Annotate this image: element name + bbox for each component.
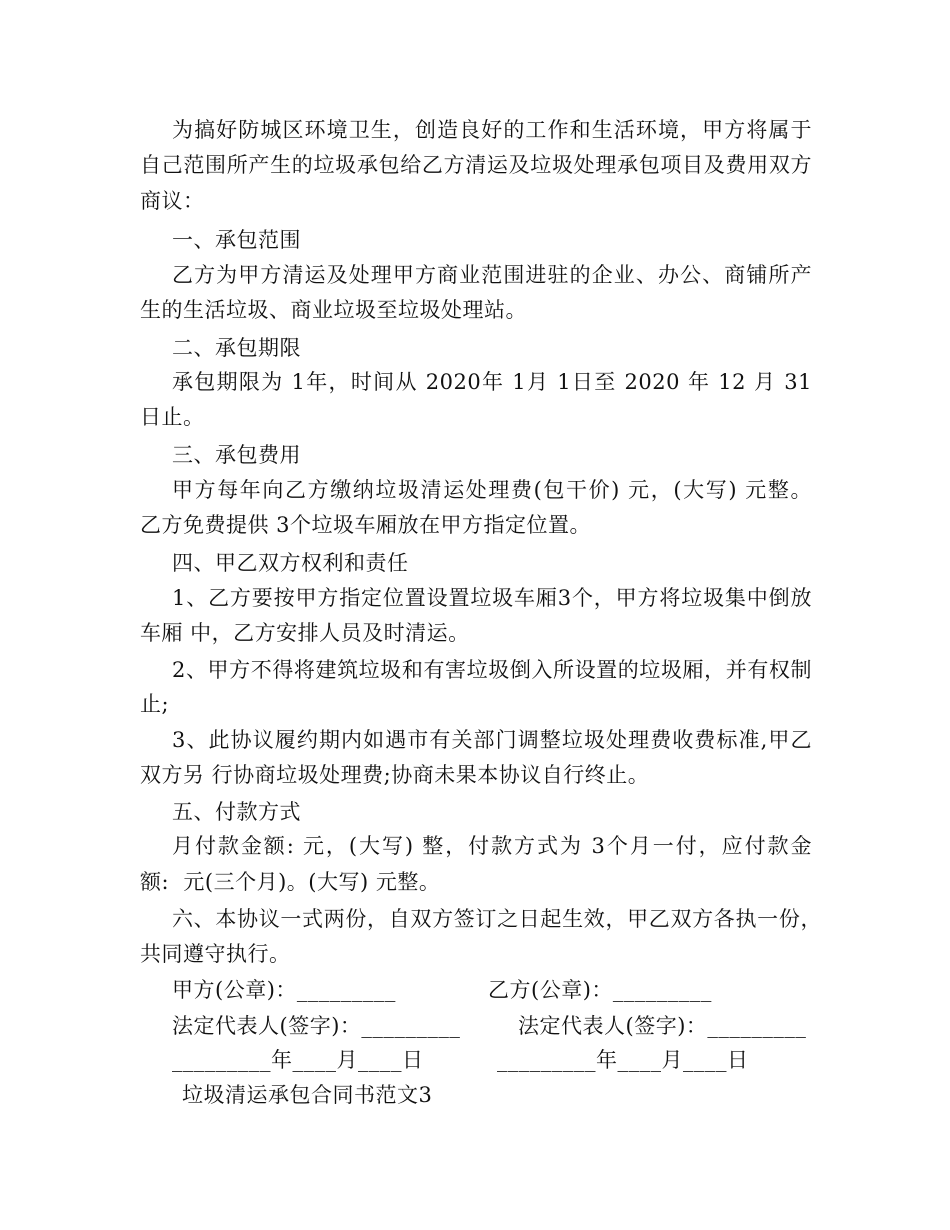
paragraph-payment-line-2: 额: 元(三个月)。(大写) 元整。 <box>140 870 441 894</box>
paragraph-copies-line-2: 共同遵守执行。 <box>140 942 291 966</box>
party-b-seal-field: 乙方(公章)：_________ <box>488 978 712 1002</box>
party-a-seal-field: 甲方(公章)：_________ <box>172 978 396 1002</box>
party-b-date-field: _________年____月____日 <box>497 1048 749 1072</box>
section-heading-fee: 三、承包费用 <box>172 443 301 467</box>
clause-3-line-2: 双方另 行协商垃圾处理费;协商未果本协议自行终止。 <box>140 763 650 787</box>
party-a-representative-field: 法定代表人(签字)：_________ <box>172 1014 461 1038</box>
paragraph-intro-line-2: 自己范围所产生的垃圾承包给乙方清运及垃圾处理承包项目及费用双方 <box>140 153 812 177</box>
section-heading-period: 二、承包期限 <box>172 336 301 360</box>
paragraph-intro-line-1: 为搞好防城区环境卫生，创造良好的工作和生活环境，甲方将属于 <box>172 118 812 142</box>
section-heading-rights: 四、甲乙双方权利和责任 <box>172 551 409 575</box>
clause-3-line-1: 3、此协议履约期内如遇市有关部门调整垃圾处理费收费标准,甲乙 <box>172 728 812 752</box>
section-heading-payment: 五、付款方式 <box>172 800 301 824</box>
section-heading-scope: 一、承包范围 <box>172 228 301 252</box>
paragraph-copies-line-1: 六、本协议一式两份，自双方签订之日起生效，甲乙双方各执一份， <box>172 907 822 931</box>
paragraph-intro-line-3: 商议： <box>140 189 205 213</box>
paragraph-fee-line-2: 乙方免费提供 3个垃圾车厢放在甲方指定位置。 <box>140 513 592 537</box>
party-b-representative-field: 法定代表人(签字)：_________ <box>518 1014 807 1038</box>
paragraph-scope-line-1: 乙方为甲方清运及处理甲方商业范围进驻的企业、办公、商铺所产 <box>172 263 812 287</box>
clause-2-line-2: 止; <box>140 692 170 716</box>
clause-1-line-2: 车厢 中，乙方安排人员及时清运。 <box>140 621 470 645</box>
party-a-date-field: _________年____月____日 <box>172 1048 424 1072</box>
paragraph-payment-line-1: 月付款金额: 元，(大写) 整，付款方式为 3个月一付，应付款金 <box>172 834 812 858</box>
clause-1-line-1: 1、乙方要按甲方指定位置设置垃圾车厢3个，甲方将垃圾集中倒放 <box>172 586 812 610</box>
paragraph-period-line-2: 日止。 <box>140 405 205 429</box>
clause-2-line-1: 2、甲方不得将建筑垃圾和有害垃圾倒入所设置的垃圾厢，并有权制 <box>172 658 812 682</box>
paragraph-fee-line-1: 甲方每年向乙方缴纳垃圾清运处理费(包干价) 元，(大写) 元整。 <box>172 478 812 502</box>
paragraph-scope-line-2: 生的生活垃圾、商业垃圾至垃圾处理站。 <box>140 298 527 322</box>
footer-title: 垃圾清运承包合同书范文3 <box>182 1083 433 1107</box>
paragraph-period-line-1: 承包期限为 1年，时间从 2020年 1月 1日至 2020 年 12 月 31 <box>172 370 812 394</box>
